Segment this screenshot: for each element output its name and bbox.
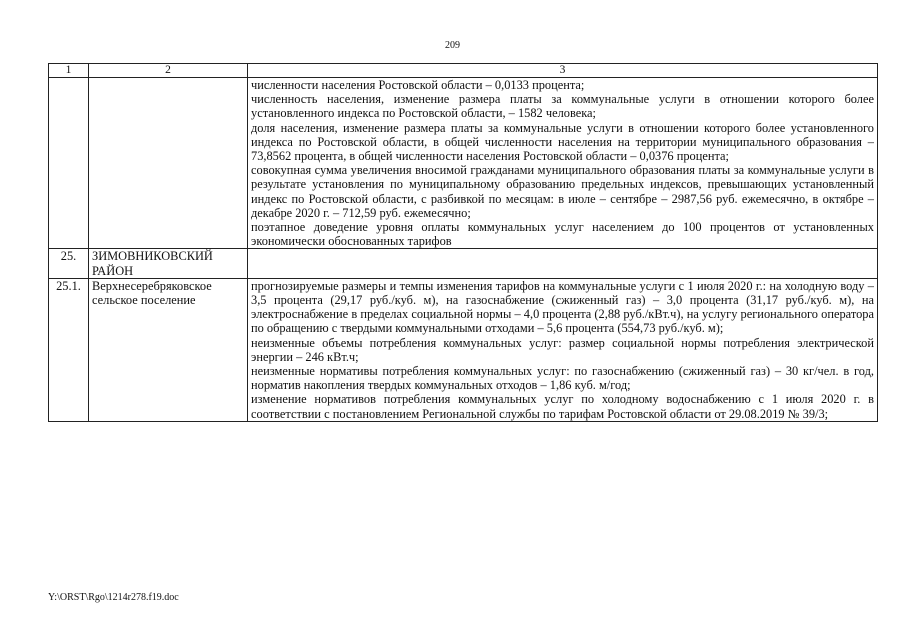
indicator-paragraph: поэтапное доведение уровня оплаты коммунальных услуг населением до 100 процентов от установленных экономически обоснованных тарифов [251, 220, 874, 249]
municipality-name [89, 78, 248, 249]
column-number-2: 2 [89, 64, 248, 78]
indicators-cell [248, 78, 878, 249]
municipality-name: Верхнесеребряковское сельское поселение [89, 278, 248, 421]
indicator-paragraph: доля населения, изменение размера платы за коммунальные услуги в отношении которого более установленного индекса по Ростовской области, в общей численности населения на территории муниципального образования – 73,8562 процента, в общей численности населения Ростовской области – 0,0376 процента; [251, 120, 874, 164]
indicator-paragraph: неизменные нормативы потребления коммунальных услуг: по газоснабжению (сжиженный газ) – 30 кг/чел. в год, норматив накопления твердых коммунальных отходов – 1,86 куб. м/год; [251, 364, 874, 393]
row-number: 25.1. [49, 278, 89, 421]
row-number: 25. [49, 249, 89, 278]
row-number [49, 78, 89, 249]
column-number-3: 3 [248, 64, 878, 78]
table-row [49, 78, 878, 249]
page-number: 209 [445, 40, 460, 51]
indicators-cell [248, 278, 878, 421]
district-name: ЗИМОВНИКОВСКИЙ РАЙОН [89, 249, 248, 278]
indicator-paragraph: численность населения, изменение размера платы за коммунальные услуги в отношении которого более установленного индекса по Ростовской области, – 1582 человека; [251, 92, 874, 121]
indicators-cell [248, 249, 878, 278]
tariff-table [48, 63, 878, 422]
indicator-paragraph: совокупная сумма увеличения вносимой гражданами муниципального образования платы за коммунальные услуги в результате установления по муниципальному образованию предельных индексов, превышающих установленный индекс по Ростовской области, с разбивкой по месяцам: в июле – сентябре – 2987,56 руб. ежемесячно, в октябре – декабре 2020 г. – 712,59 руб. ежемесячно; [251, 163, 874, 220]
indicator-paragraph: прогнозируемые размеры и темпы изменения тарифов на коммунальные услуги с 1 июля 2020 г.: на холодную воду – 3,5 процента (29,17 руб./куб. м), на газоснабжение (сжиженный газ) – 3,0 процента (31,17 руб./куб. м), на электроснабжение в пределах социальной нормы – 4,0 процента (2,88 руб./кВт.ч), на услугу регионального оператора по обращению с твердыми коммунальными отходами – 5,6 процента (554,73 руб./куб. м); [251, 278, 874, 336]
column-number-row [49, 64, 878, 78]
file-path-footer: Y:\ORST\Rgo\1214r278.f19.doc [48, 592, 179, 603]
indicator-paragraph: численности населения Ростовской области – 0,0133 процента; [251, 78, 585, 92]
table-row [49, 278, 878, 421]
column-number-1: 1 [49, 64, 89, 78]
indicator-paragraph: изменение нормативов потребления коммунальных услуг по холодному водоснабжению с 1 июля 2020 г. в соответствии с постановлением Региональной службы по тарифам Ростовской области от 29.08.2019 № 39/3; [251, 392, 874, 421]
indicator-paragraph: неизменные объемы потребления коммунальных услуг: размер социальной нормы потребления электрической энергии – 246 кВт.ч; [251, 335, 874, 364]
table-row [49, 249, 878, 278]
